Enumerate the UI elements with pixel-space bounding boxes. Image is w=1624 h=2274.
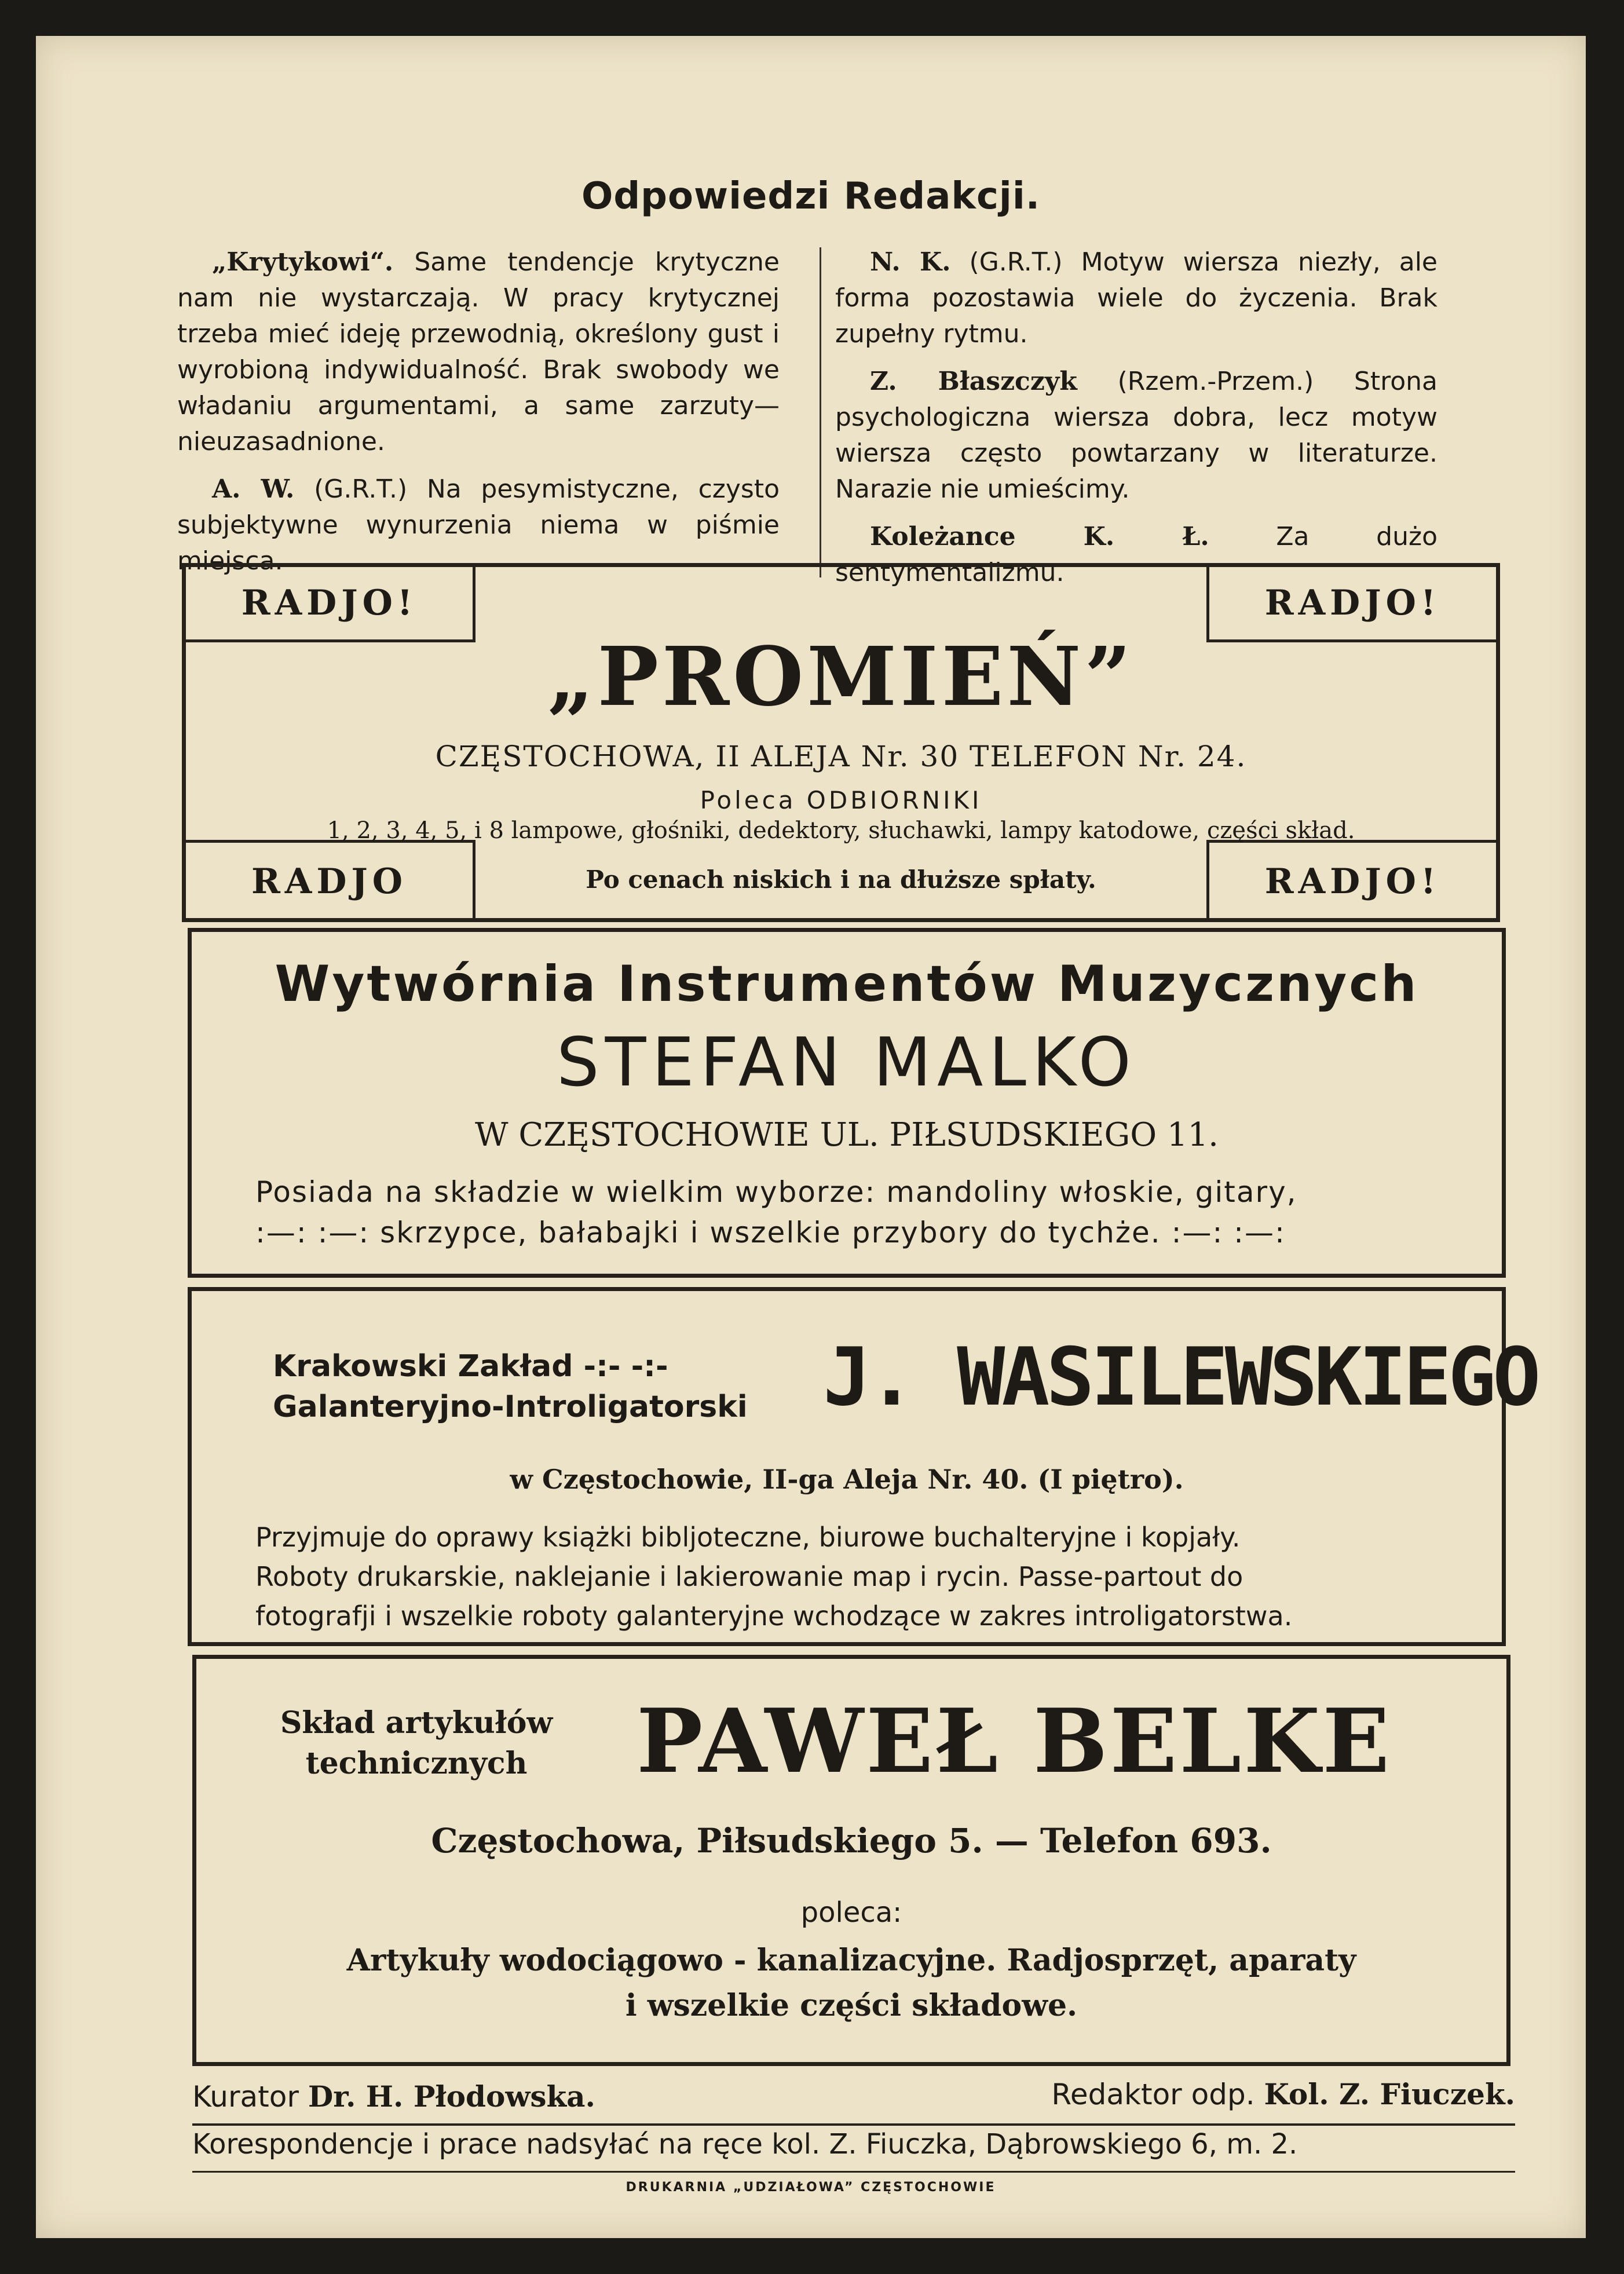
editor-label: Redaktor odp. [1051,2078,1255,2111]
footer-rule-bottom [192,2171,1515,2173]
reply-text: (G.R.T.) Motyw wiersza niezły, ale forma pozostawia wiele do życzenia. Brak zupełny rytmu. [835,247,1438,349]
replies-left-column [177,244,780,591]
editor-name: Kol. Z. Fiuczek. [1264,2077,1515,2111]
bindery-line-1: Przyjmuje do oprawy książki bibljoteczne, biurowe buchalteryjne i kopjały. [255,1522,1241,1553]
ad-bindery [188,1287,1538,1646]
reply-addressee: Z. Błaszczyk [870,367,1077,396]
bindery-kind-line-1: Krakowski Zakład -:- -:- [273,1349,668,1384]
bindery-line-2: Roboty drukarskie, naklejanie i lakierowanie map i rycin. Passe-partout do [255,1561,1243,1592]
curator-name: Dr. H. Płodowska. [308,2079,595,2114]
technical-kind-line-2: technicznych [305,1746,528,1781]
technical-owner: PAWEŁ BELKE [637,1689,1392,1793]
reply-addressee: N. K. [870,247,951,277]
radio-tag-bottom-right: RADJO! [1206,840,1496,918]
footer-correspondence: Korespondencje i prace nadsyłać na ręce kol. Z. Fiuczka, Dąbrowskiego 6, m. 2. [192,2128,1298,2160]
instruments-owner: STEFAN MALKO [557,1023,1137,1102]
replies-title: Odpowiedzi Redakcji. [581,175,1041,218]
bindery-address: w Częstochowie, II-ga Aleja Nr. 40. (I piętro). [510,1464,1184,1495]
replies-right-column [835,244,1438,602]
reply-text: Same tendencje krytyczne nam nie wystarczają. W pracy krytycznej trzeba mieć ideję przewodnią, określony gust i wyrobioną indywidualność. Brak swobody we władaniu argumentami, a same zarzuty—nieuzasadnione. [177,247,780,456]
radio-tag-top-right: RADJO! [1206,567,1496,642]
reply-text: (Rzem.-Przem.) Strona psychologiczna wiersza dobra, lecz motyw wiersza często powtarzany w literaturze. Narazie nie umieścimy. [835,367,1438,504]
instruments-line-1: Posiada na składzie w wielkim wyborze: mandoliny włoskie, gitary, [255,1175,1297,1209]
footer-rule [192,2123,1515,2126]
technical-line-2: i wszelkie części składowe. [625,1988,1078,2023]
radio-shop-name: „PROMIEŃ” [547,630,1135,725]
technical-recommends: poleca: [800,1896,902,1929]
reply-addressee: Koleżance K. Ł. [870,522,1209,551]
curator-label: Kurator [192,2080,299,2114]
ad-technical-goods [192,1655,1510,2066]
bindery-owner: J. WASILEWSKIEGO [823,1330,1538,1424]
reply-text: (G.R.T.) Na pesymistyczne, czysto subjektywne wynurzenia niema w piśmie miejsca. [177,474,780,576]
footer-curator [192,2079,595,2114]
reply-text: Za dużo sentymentalizmu. [835,522,1438,587]
reply-entry [177,244,780,460]
column-divider [820,247,821,577]
radio-products: 1, 2, 3, 4, 5, i 8 lampowe, głośniki, dedektory, słuchawki, lampy katodowe, części skład. [327,817,1355,844]
bindery-line-3: fotografji i wszelkie roboty galanteryjne wchodzące w zakres introligatorstwa. [255,1600,1293,1632]
instruments-line-2: :—: :—: skrzypce, bałabajki i wszelkie przybory do tychże. :—: :—: [255,1216,1286,1249]
radio-tag-bottom-left: RADJO [186,840,476,918]
ad-musical-instruments [188,928,1506,1278]
instruments-address: W CZĘSTOCHOWIE UL. PIŁSUDSKIEGO 11. [475,1116,1219,1154]
footer-editor [1051,2077,1515,2111]
bindery-kind-line-2: Galanteryjno-Introligatorski [273,1390,748,1424]
reply-addressee: „Krytykowi“. [212,247,394,277]
reply-entry [835,364,1438,507]
printer-imprint: DRUKARNIA „UDZIAŁOWA” CZĘSTOCHOWIE [626,2180,996,2195]
reply-addressee: A. W. [212,474,295,504]
instruments-heading: Wytwórnia Instrumentów Muzycznych [275,955,1419,1013]
ad-radio-promien [182,563,1500,922]
radio-shop-address: CZĘSTOCHOWA, II ALEJA Nr. 30 TELEFON Nr. 24. [435,740,1247,773]
radio-terms: Po cenach niskich i na dłuższe spłaty. [586,865,1096,894]
reply-entry [835,244,1438,352]
technical-address: Częstochowa, Piłsudskiego 5. — Telefon 693. [431,1821,1272,1860]
technical-line-1: Artykuły wodociągowo - kanalizacyjne. Radjosprzęt, aparaty [346,1943,1356,1978]
radio-tag-top-left: RADJO! [186,567,476,642]
magazine-page [36,36,1586,2238]
technical-kind-line-1: Skład artykułów [280,1705,553,1741]
radio-recommends: Poleca ODBIORNIKI [700,786,982,814]
